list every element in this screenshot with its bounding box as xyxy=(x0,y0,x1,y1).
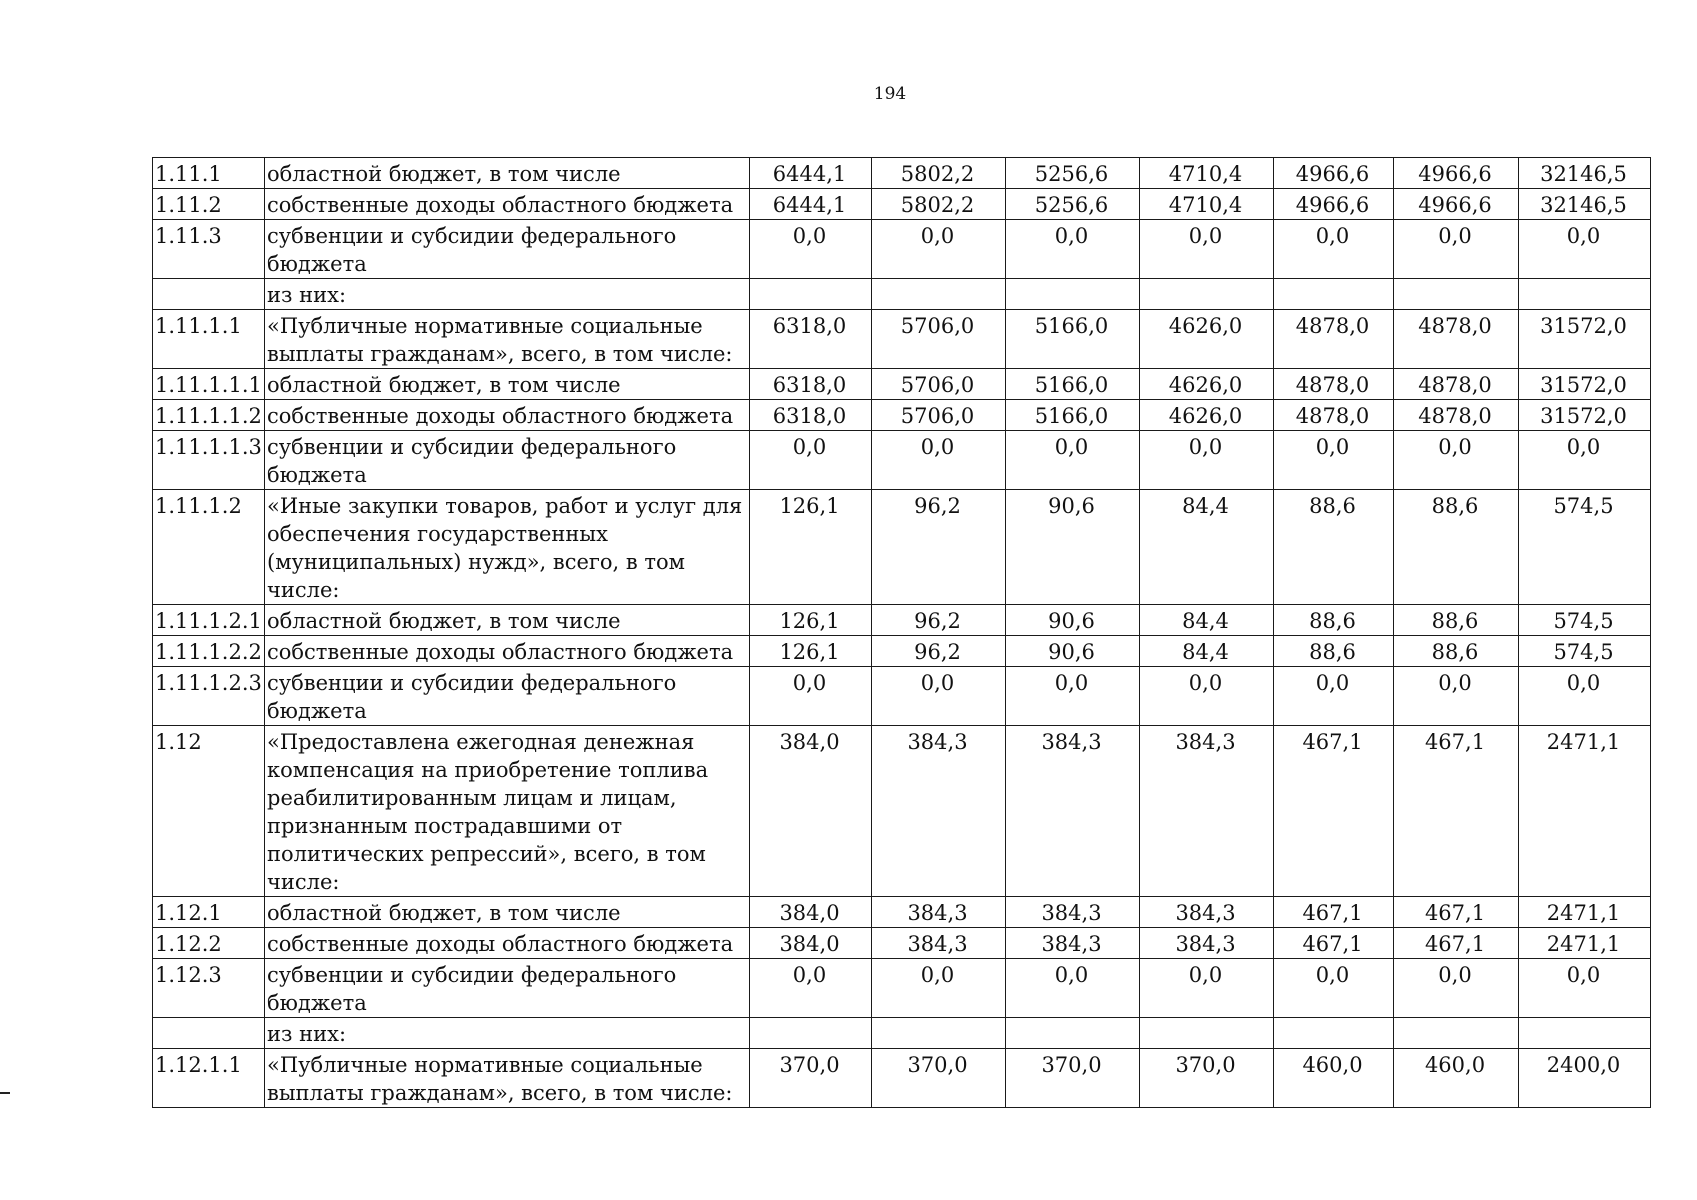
row-description-cell: субвенции и субсидии федерального бюджета xyxy=(265,667,750,726)
value-cell: 88,6 xyxy=(1394,636,1519,667)
value-cell: 0,0 xyxy=(750,959,872,1018)
value-cell xyxy=(750,1018,872,1049)
value-cell: 90,6 xyxy=(1006,490,1140,605)
table-row xyxy=(153,279,1651,310)
value-cell: 384,3 xyxy=(1006,897,1140,928)
row-code-cell xyxy=(153,1018,265,1049)
value-cell: 384,0 xyxy=(750,928,872,959)
value-cell: 0,0 xyxy=(872,220,1006,279)
value-cell xyxy=(1140,279,1274,310)
value-cell: 84,4 xyxy=(1140,490,1274,605)
value-cell: 0,0 xyxy=(1274,220,1394,279)
value-cell: 0,0 xyxy=(750,667,872,726)
value-cell: 84,4 xyxy=(1140,605,1274,636)
table-row xyxy=(153,431,1651,490)
value-cell: 467,1 xyxy=(1394,897,1519,928)
table-row xyxy=(153,1018,1651,1049)
value-cell: 4966,6 xyxy=(1394,189,1519,220)
value-cell: 96,2 xyxy=(872,636,1006,667)
value-cell: 5166,0 xyxy=(1006,369,1140,400)
value-cell: 4626,0 xyxy=(1140,310,1274,369)
value-cell: 6318,0 xyxy=(750,369,872,400)
row-description-cell: областной бюджет, в том числе xyxy=(265,158,750,189)
value-cell xyxy=(1006,279,1140,310)
table-row xyxy=(153,726,1651,897)
value-cell: 4966,6 xyxy=(1394,158,1519,189)
value-cell: 4710,4 xyxy=(1140,158,1274,189)
row-description-cell: собственные доходы областного бюджета xyxy=(265,189,750,220)
value-cell: 370,0 xyxy=(750,1049,872,1108)
value-cell xyxy=(1006,1018,1140,1049)
value-cell: 31572,0 xyxy=(1519,369,1651,400)
value-cell: 467,1 xyxy=(1394,726,1519,897)
row-code-cell: 1.11.1.2.2 xyxy=(153,636,265,667)
value-cell: 126,1 xyxy=(750,636,872,667)
value-cell: 384,3 xyxy=(872,928,1006,959)
value-cell: 384,3 xyxy=(1006,928,1140,959)
value-cell: 6444,1 xyxy=(750,158,872,189)
table-row xyxy=(153,605,1651,636)
table-row xyxy=(153,369,1651,400)
row-description-cell: «Иные закупки товаров, работ и услуг для обеспечения государственных (муниципальных) нужд», всего, в том числе: xyxy=(265,490,750,605)
value-cell: 96,2 xyxy=(872,605,1006,636)
value-cell: 0,0 xyxy=(872,959,1006,1018)
table-row xyxy=(153,667,1651,726)
value-cell: 4878,0 xyxy=(1274,369,1394,400)
value-cell: 5802,2 xyxy=(872,189,1006,220)
row-description-cell: областной бюджет, в том числе xyxy=(265,369,750,400)
value-cell: 4966,6 xyxy=(1274,189,1394,220)
value-cell: 6444,1 xyxy=(750,189,872,220)
value-cell: 31572,0 xyxy=(1519,400,1651,431)
row-description-cell: собственные доходы областного бюджета xyxy=(265,636,750,667)
value-cell: 84,4 xyxy=(1140,636,1274,667)
table-row xyxy=(153,490,1651,605)
value-cell: 88,6 xyxy=(1274,605,1394,636)
value-cell: 90,6 xyxy=(1006,636,1140,667)
row-code-cell: 1.12.2 xyxy=(153,928,265,959)
row-description-cell: областной бюджет, в том числе xyxy=(265,897,750,928)
value-cell: 88,6 xyxy=(1394,605,1519,636)
value-cell: 574,5 xyxy=(1519,490,1651,605)
value-cell: 2471,1 xyxy=(1519,897,1651,928)
value-cell: 5802,2 xyxy=(872,158,1006,189)
value-cell: 4878,0 xyxy=(1394,310,1519,369)
row-code-cell: 1.11.1.1.1 xyxy=(153,369,265,400)
value-cell xyxy=(1519,1018,1651,1049)
value-cell: 384,3 xyxy=(872,897,1006,928)
value-cell: 384,3 xyxy=(1140,726,1274,897)
row-description-cell: субвенции и субсидии федерального бюджета xyxy=(265,431,750,490)
value-cell: 384,0 xyxy=(750,726,872,897)
value-cell xyxy=(1519,279,1651,310)
value-cell: 4626,0 xyxy=(1140,400,1274,431)
value-cell: 4878,0 xyxy=(1394,369,1519,400)
value-cell: 384,3 xyxy=(1006,726,1140,897)
value-cell: 2400,0 xyxy=(1519,1049,1651,1108)
value-cell: 5706,0 xyxy=(872,369,1006,400)
value-cell: 4878,0 xyxy=(1274,400,1394,431)
value-cell: 0,0 xyxy=(1006,220,1140,279)
value-cell xyxy=(1394,1018,1519,1049)
value-cell: 5706,0 xyxy=(872,400,1006,431)
row-code-cell: 1.12 xyxy=(153,726,265,897)
margin-mark xyxy=(0,1092,10,1094)
value-cell: 32146,5 xyxy=(1519,189,1651,220)
row-code-cell: 1.11.1.1.3 xyxy=(153,431,265,490)
value-cell: 126,1 xyxy=(750,605,872,636)
row-code-cell: 1.11.1.2.1 xyxy=(153,605,265,636)
row-code-cell xyxy=(153,279,265,310)
value-cell: 0,0 xyxy=(1394,431,1519,490)
table-row xyxy=(153,897,1651,928)
value-cell: 0,0 xyxy=(1006,959,1140,1018)
row-code-cell: 1.12.3 xyxy=(153,959,265,1018)
value-cell: 126,1 xyxy=(750,490,872,605)
row-description-cell: собственные доходы областного бюджета xyxy=(265,400,750,431)
value-cell: 0,0 xyxy=(1274,431,1394,490)
row-description-cell: областной бюджет, в том числе xyxy=(265,605,750,636)
value-cell: 88,6 xyxy=(1274,490,1394,605)
value-cell: 4626,0 xyxy=(1140,369,1274,400)
value-cell: 0,0 xyxy=(1519,431,1651,490)
row-description-cell: субвенции и субсидии федерального бюджета xyxy=(265,959,750,1018)
value-cell: 384,3 xyxy=(872,726,1006,897)
value-cell: 31572,0 xyxy=(1519,310,1651,369)
value-cell: 370,0 xyxy=(1140,1049,1274,1108)
row-code-cell: 1.11.2 xyxy=(153,189,265,220)
row-description-cell: собственные доходы областного бюджета xyxy=(265,928,750,959)
value-cell xyxy=(1274,279,1394,310)
row-code-cell: 1.11.3 xyxy=(153,220,265,279)
table-row xyxy=(153,636,1651,667)
value-cell: 5166,0 xyxy=(1006,400,1140,431)
table-row xyxy=(153,1049,1651,1108)
row-description-cell: из них: xyxy=(265,1018,750,1049)
value-cell: 88,6 xyxy=(1394,490,1519,605)
value-cell: 0,0 xyxy=(750,431,872,490)
value-cell: 0,0 xyxy=(1274,959,1394,1018)
row-description-cell: «Публичные нормативные социальные выплаты гражданам», всего, в том числе: xyxy=(265,1049,750,1108)
value-cell: 370,0 xyxy=(1006,1049,1140,1108)
value-cell: 0,0 xyxy=(872,431,1006,490)
value-cell: 5256,6 xyxy=(1006,189,1140,220)
row-code-cell: 1.12.1 xyxy=(153,897,265,928)
value-cell: 384,0 xyxy=(750,897,872,928)
value-cell: 2471,1 xyxy=(1519,726,1651,897)
value-cell: 4710,4 xyxy=(1140,189,1274,220)
budget-table-body xyxy=(153,158,1651,1108)
value-cell: 384,3 xyxy=(1140,897,1274,928)
value-cell: 5256,6 xyxy=(1006,158,1140,189)
value-cell xyxy=(750,279,872,310)
table-row xyxy=(153,189,1651,220)
value-cell: 0,0 xyxy=(1140,667,1274,726)
value-cell xyxy=(1274,1018,1394,1049)
value-cell: 0,0 xyxy=(1274,667,1394,726)
value-cell: 0,0 xyxy=(1394,667,1519,726)
value-cell: 4878,0 xyxy=(1274,310,1394,369)
value-cell: 0,0 xyxy=(1006,431,1140,490)
value-cell: 32146,5 xyxy=(1519,158,1651,189)
value-cell: 88,6 xyxy=(1274,636,1394,667)
value-cell: 574,5 xyxy=(1519,636,1651,667)
row-description-cell: из них: xyxy=(265,279,750,310)
page-number: 194 xyxy=(873,84,907,104)
row-description-cell: «Предоставлена ежегодная денежная компенсация на приобретение топлива реабилитированным лицам и лицам, признанным пострадавшими от политических репрессий», всего, в том числе: xyxy=(265,726,750,897)
table-row xyxy=(153,310,1651,369)
value-cell xyxy=(872,1018,1006,1049)
value-cell: 467,1 xyxy=(1274,928,1394,959)
value-cell: 0,0 xyxy=(872,667,1006,726)
value-cell: 4878,0 xyxy=(1394,400,1519,431)
value-cell: 0,0 xyxy=(750,220,872,279)
table-row xyxy=(153,928,1651,959)
value-cell: 370,0 xyxy=(872,1049,1006,1108)
table-row xyxy=(153,158,1651,189)
row-code-cell: 1.11.1.1 xyxy=(153,310,265,369)
table-row xyxy=(153,220,1651,279)
row-code-cell: 1.11.1 xyxy=(153,158,265,189)
table-row xyxy=(153,959,1651,1018)
value-cell: 0,0 xyxy=(1140,220,1274,279)
row-description-cell: «Публичные нормативные социальные выплаты гражданам», всего, в том числе: xyxy=(265,310,750,369)
value-cell: 0,0 xyxy=(1006,667,1140,726)
value-cell: 460,0 xyxy=(1394,1049,1519,1108)
value-cell: 0,0 xyxy=(1519,220,1651,279)
row-description-cell: субвенции и субсидии федерального бюджета xyxy=(265,220,750,279)
value-cell: 460,0 xyxy=(1274,1049,1394,1108)
value-cell: 2471,1 xyxy=(1519,928,1651,959)
row-code-cell: 1.12.1.1 xyxy=(153,1049,265,1108)
value-cell: 384,3 xyxy=(1140,928,1274,959)
value-cell: 0,0 xyxy=(1140,431,1274,490)
value-cell xyxy=(1140,1018,1274,1049)
value-cell: 96,2 xyxy=(872,490,1006,605)
value-cell: 5166,0 xyxy=(1006,310,1140,369)
value-cell: 467,1 xyxy=(1394,928,1519,959)
budget-table xyxy=(152,157,1651,1108)
value-cell xyxy=(1394,279,1519,310)
value-cell: 467,1 xyxy=(1274,897,1394,928)
row-code-cell: 1.11.1.2 xyxy=(153,490,265,605)
value-cell: 0,0 xyxy=(1394,220,1519,279)
value-cell: 5706,0 xyxy=(872,310,1006,369)
row-code-cell: 1.11.1.1.2 xyxy=(153,400,265,431)
value-cell: 467,1 xyxy=(1274,726,1394,897)
value-cell: 6318,0 xyxy=(750,400,872,431)
value-cell: 574,5 xyxy=(1519,605,1651,636)
value-cell: 0,0 xyxy=(1140,959,1274,1018)
table-row xyxy=(153,400,1651,431)
value-cell xyxy=(872,279,1006,310)
value-cell: 0,0 xyxy=(1519,959,1651,1018)
value-cell: 4966,6 xyxy=(1274,158,1394,189)
value-cell: 6318,0 xyxy=(750,310,872,369)
value-cell: 0,0 xyxy=(1394,959,1519,1018)
row-code-cell: 1.11.1.2.3 xyxy=(153,667,265,726)
value-cell: 90,6 xyxy=(1006,605,1140,636)
value-cell: 0,0 xyxy=(1519,667,1651,726)
